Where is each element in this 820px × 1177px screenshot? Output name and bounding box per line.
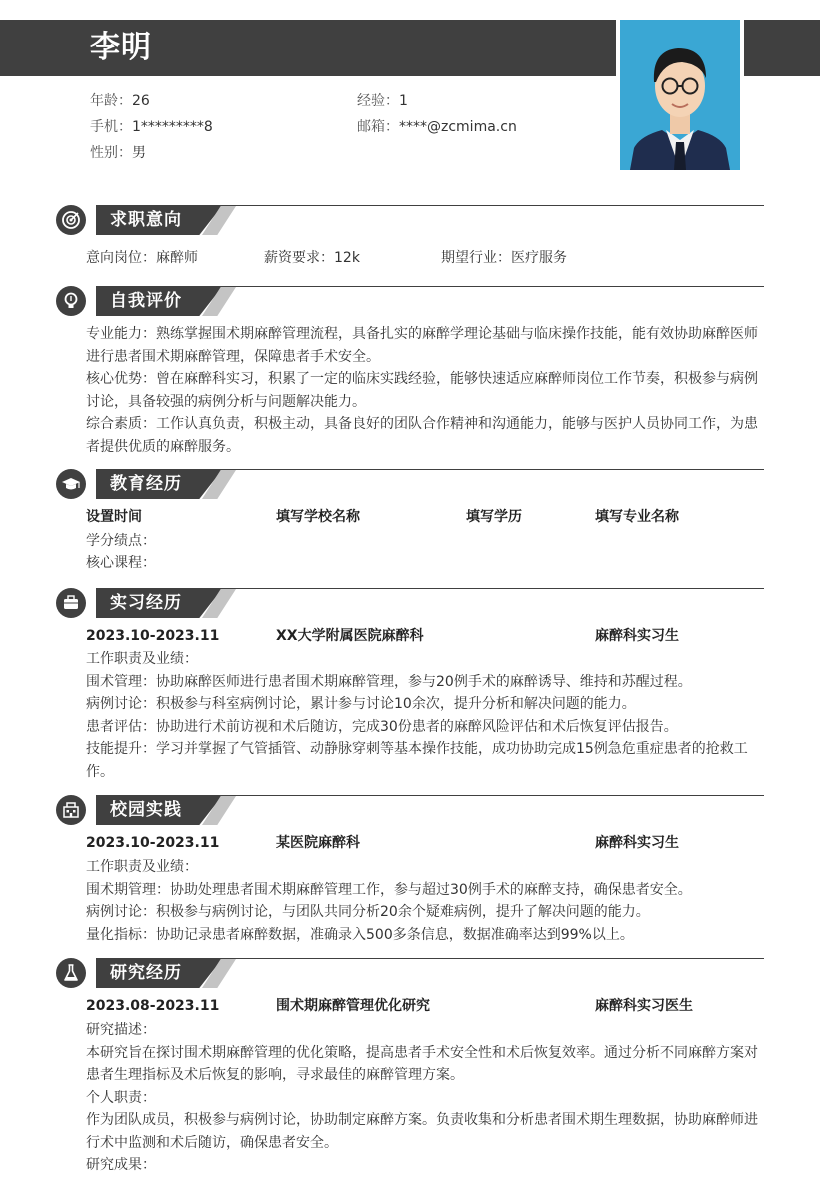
education-degree: 填写学历 <box>466 509 522 525</box>
education-time: 设置时间 <box>86 509 142 525</box>
profile-photo <box>620 20 740 170</box>
intent-industry: 期望行业：医疗服务 <box>441 250 567 266</box>
research-project: 围术期麻醉管理优化研究 <box>276 998 430 1014</box>
self-eval-line: 专业能力：熟练掌握围术期麻醉管理流程，具备扎实的麻醉学理论基础与临床操作技能，能有效协助麻醉医师进行患者围术期麻醉管理，保障患者手术安全。 <box>86 326 758 365</box>
section-header-self-eval <box>56 286 764 316</box>
education-major: 填写专业名称 <box>595 509 679 525</box>
self-eval-text <box>86 323 766 458</box>
email-field: 邮箱：****@zcmima.cn <box>357 119 517 135</box>
detail-line: 量化指标：协助记录患者麻醉数据，准确录入500多条信息，数据准确率达到99%以上。 <box>86 926 634 943</box>
section-title: 自我评价 <box>110 291 182 311</box>
building-icon <box>56 795 86 825</box>
internship-role: 麻醉科实习生 <box>595 628 679 644</box>
self-eval-line: 综合素质：工作认真负责，积极主动，具备良好的团队合作精神和沟通能力，能够与医护人员协同工作，为患者提供优质的麻醉服务。 <box>86 416 758 455</box>
detail-line: 作为团队成员，积极参与病例讨论，协助制定麻醉方案。负责收集和分析患者围术期生理数据，协助麻醉师进行术中监测和术后随访，确保患者安全。 <box>86 1112 758 1151</box>
section-title: 校园实践 <box>110 800 182 820</box>
section-header-internship <box>56 588 764 618</box>
research-role: 麻醉科实习医生 <box>595 998 693 1014</box>
section-title: 实习经历 <box>110 593 182 613</box>
age-field: 年龄：26 <box>90 93 150 109</box>
research-details <box>86 1019 766 1177</box>
intent-position: 意向岗位：麻醉师 <box>86 250 198 266</box>
detail-line: 工作职责及业绩： <box>86 651 198 667</box>
detail-line: 个人职责： <box>86 1089 156 1106</box>
detail-line: 研究成果： <box>86 1157 156 1173</box>
detail-line: 围术期管理：协助处理患者围术期麻醉管理工作，参与超过30例手术的麻醉支持，确保患者安全。 <box>86 881 692 898</box>
gender-field: 性别：男 <box>90 145 146 161</box>
research-time: 2023.08-2023.11 <box>86 998 220 1014</box>
section-header-intent <box>56 205 764 235</box>
internship-details <box>86 648 766 783</box>
lightbulb-icon <box>56 286 86 316</box>
header-bar-right <box>744 20 820 76</box>
detail-line: 围术管理：协助麻醉医师进行患者围术期麻醉管理，参与20例手术的麻醉诱导、维持和苏醒过程。 <box>86 673 692 690</box>
graduation-cap-icon <box>56 469 86 499</box>
campus-time: 2023.10-2023.11 <box>86 835 220 851</box>
phone-field: 手机：1*********8 <box>90 119 213 135</box>
detail-line: 病例讨论：积极参与病例讨论，与团队共同分析20余个疑难病例，提升了解决问题的能力。 <box>86 904 650 920</box>
education-courses: 核心课程： <box>86 555 156 571</box>
education-gpa: 学分绩点： <box>86 533 156 549</box>
self-eval-line: 核心优势：曾在麻醉科实习，积累了一定的临床实践经验，能够快速适应麻醉师岗位工作节奏，积极参与病例讨论，具备较强的病例分析与问题解决能力。 <box>86 371 758 410</box>
experience-field: 经验：1 <box>357 93 408 109</box>
campus-role: 麻醉科实习生 <box>595 835 679 851</box>
section-header-campus <box>56 795 764 825</box>
detail-line: 技能提升：学习并掌握了气管插管、动静脉穿刺等基本操作技能，成功协助完成15例急危重症患者的抢救工作。 <box>86 741 748 780</box>
internship-time: 2023.10-2023.11 <box>86 628 220 644</box>
briefcase-icon <box>56 588 86 618</box>
internship-org: XX大学附属医院麻醉科 <box>276 628 424 644</box>
target-icon <box>56 205 86 235</box>
detail-line: 工作职责及业绩： <box>86 859 198 875</box>
intent-salary: 薪资要求：12k <box>264 250 360 266</box>
flask-icon <box>56 958 86 988</box>
campus-details <box>86 856 766 946</box>
education-school: 填写学校名称 <box>276 509 360 525</box>
section-header-research <box>56 958 764 988</box>
campus-org: 某医院麻醉科 <box>276 835 360 851</box>
section-title: 求职意向 <box>110 210 182 230</box>
detail-line: 本研究旨在探讨围术期麻醉管理的优化策略，提高患者手术安全性和术后恢复效率。通过分析不同麻醉方案对患者生理指标及术后恢复的影响，寻求最佳的麻醉管理方案。 <box>86 1044 758 1083</box>
detail-line: 患者评估：协助进行术前访视和术后随访，完成30份患者的麻醉风险评估和术后恢复评估报告。 <box>86 718 678 735</box>
candidate-name: 李明 <box>90 30 152 65</box>
section-title: 教育经历 <box>110 474 182 494</box>
section-header-education <box>56 469 764 499</box>
detail-line: 病例讨论：积极参与科室病例讨论，累计参与讨论10余次，提升分析和解决问题的能力。 <box>86 696 636 712</box>
detail-line: 研究描述： <box>86 1022 156 1038</box>
section-title: 研究经历 <box>110 963 182 983</box>
